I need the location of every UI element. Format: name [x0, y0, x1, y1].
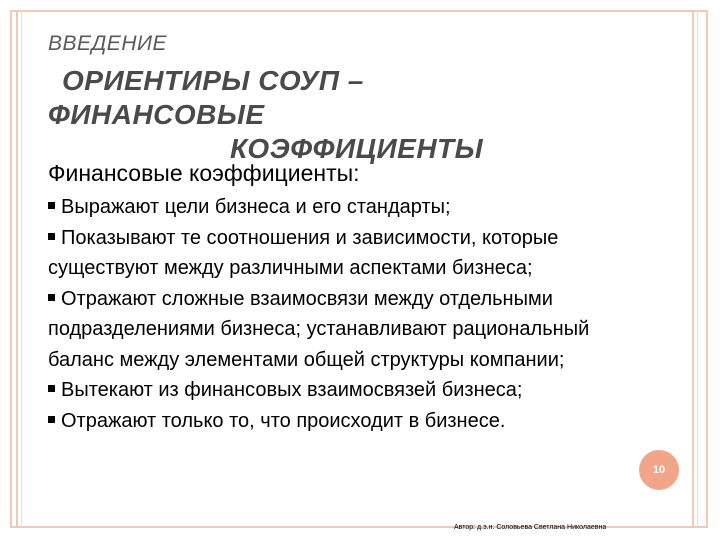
frame-line-left-outer: [16, 10, 18, 528]
bullet-text: Выражают цели бизнеса и его стандарты;: [61, 196, 451, 218]
bullet-item-4: [48, 375, 648, 406]
bullet-item-3: [48, 284, 648, 376]
body-heading: Финансовые коэффициенты:: [48, 160, 360, 186]
bullet-icon: [48, 385, 55, 392]
bullet-item-1: [48, 192, 648, 223]
slide-body: [48, 158, 648, 436]
bullet-text: Отражают только то, что происходит в бизнесе.: [61, 409, 506, 432]
title-line-2: ФИНАНСОВЫЕ: [48, 99, 265, 130]
frame-line-left-inner: [21, 10, 22, 528]
frame-line-right-outer: [692, 10, 694, 528]
bullet-icon: [48, 233, 55, 240]
title-line-3: КОЭФФИЦИЕНТЫ: [230, 133, 484, 164]
title-line-1: ОРИЕНТИРЫ СОУП –: [62, 65, 364, 96]
section-label: ВВЕДЕНИЕ: [48, 32, 168, 55]
bullet-icon: [48, 294, 55, 301]
slide-title: [48, 64, 568, 166]
bullet-item-5: [48, 406, 648, 437]
bullet-icon: [48, 202, 55, 209]
footer-author: Автор: д.э.н. Соловьева Светлана Николаевна: [454, 524, 607, 531]
page-number-badge: 10: [639, 450, 679, 490]
bullet-text: Отражают сложные взаимосвязи между отдельными подразделениями бизнеса; устанавливают рациональный баланс между элементами общей структуры компании;: [48, 287, 590, 371]
frame-line-right-inner: [697, 10, 698, 528]
bullet-text: Вытекают из финансовых взаимосвязей бизнеса;: [61, 379, 523, 401]
bullet-text: Показывают те соотношения и зависимости, которые существуют между различными аспектами бизнеса;: [48, 226, 559, 279]
bullet-item-2: [48, 223, 648, 284]
bullet-icon: [48, 416, 55, 423]
